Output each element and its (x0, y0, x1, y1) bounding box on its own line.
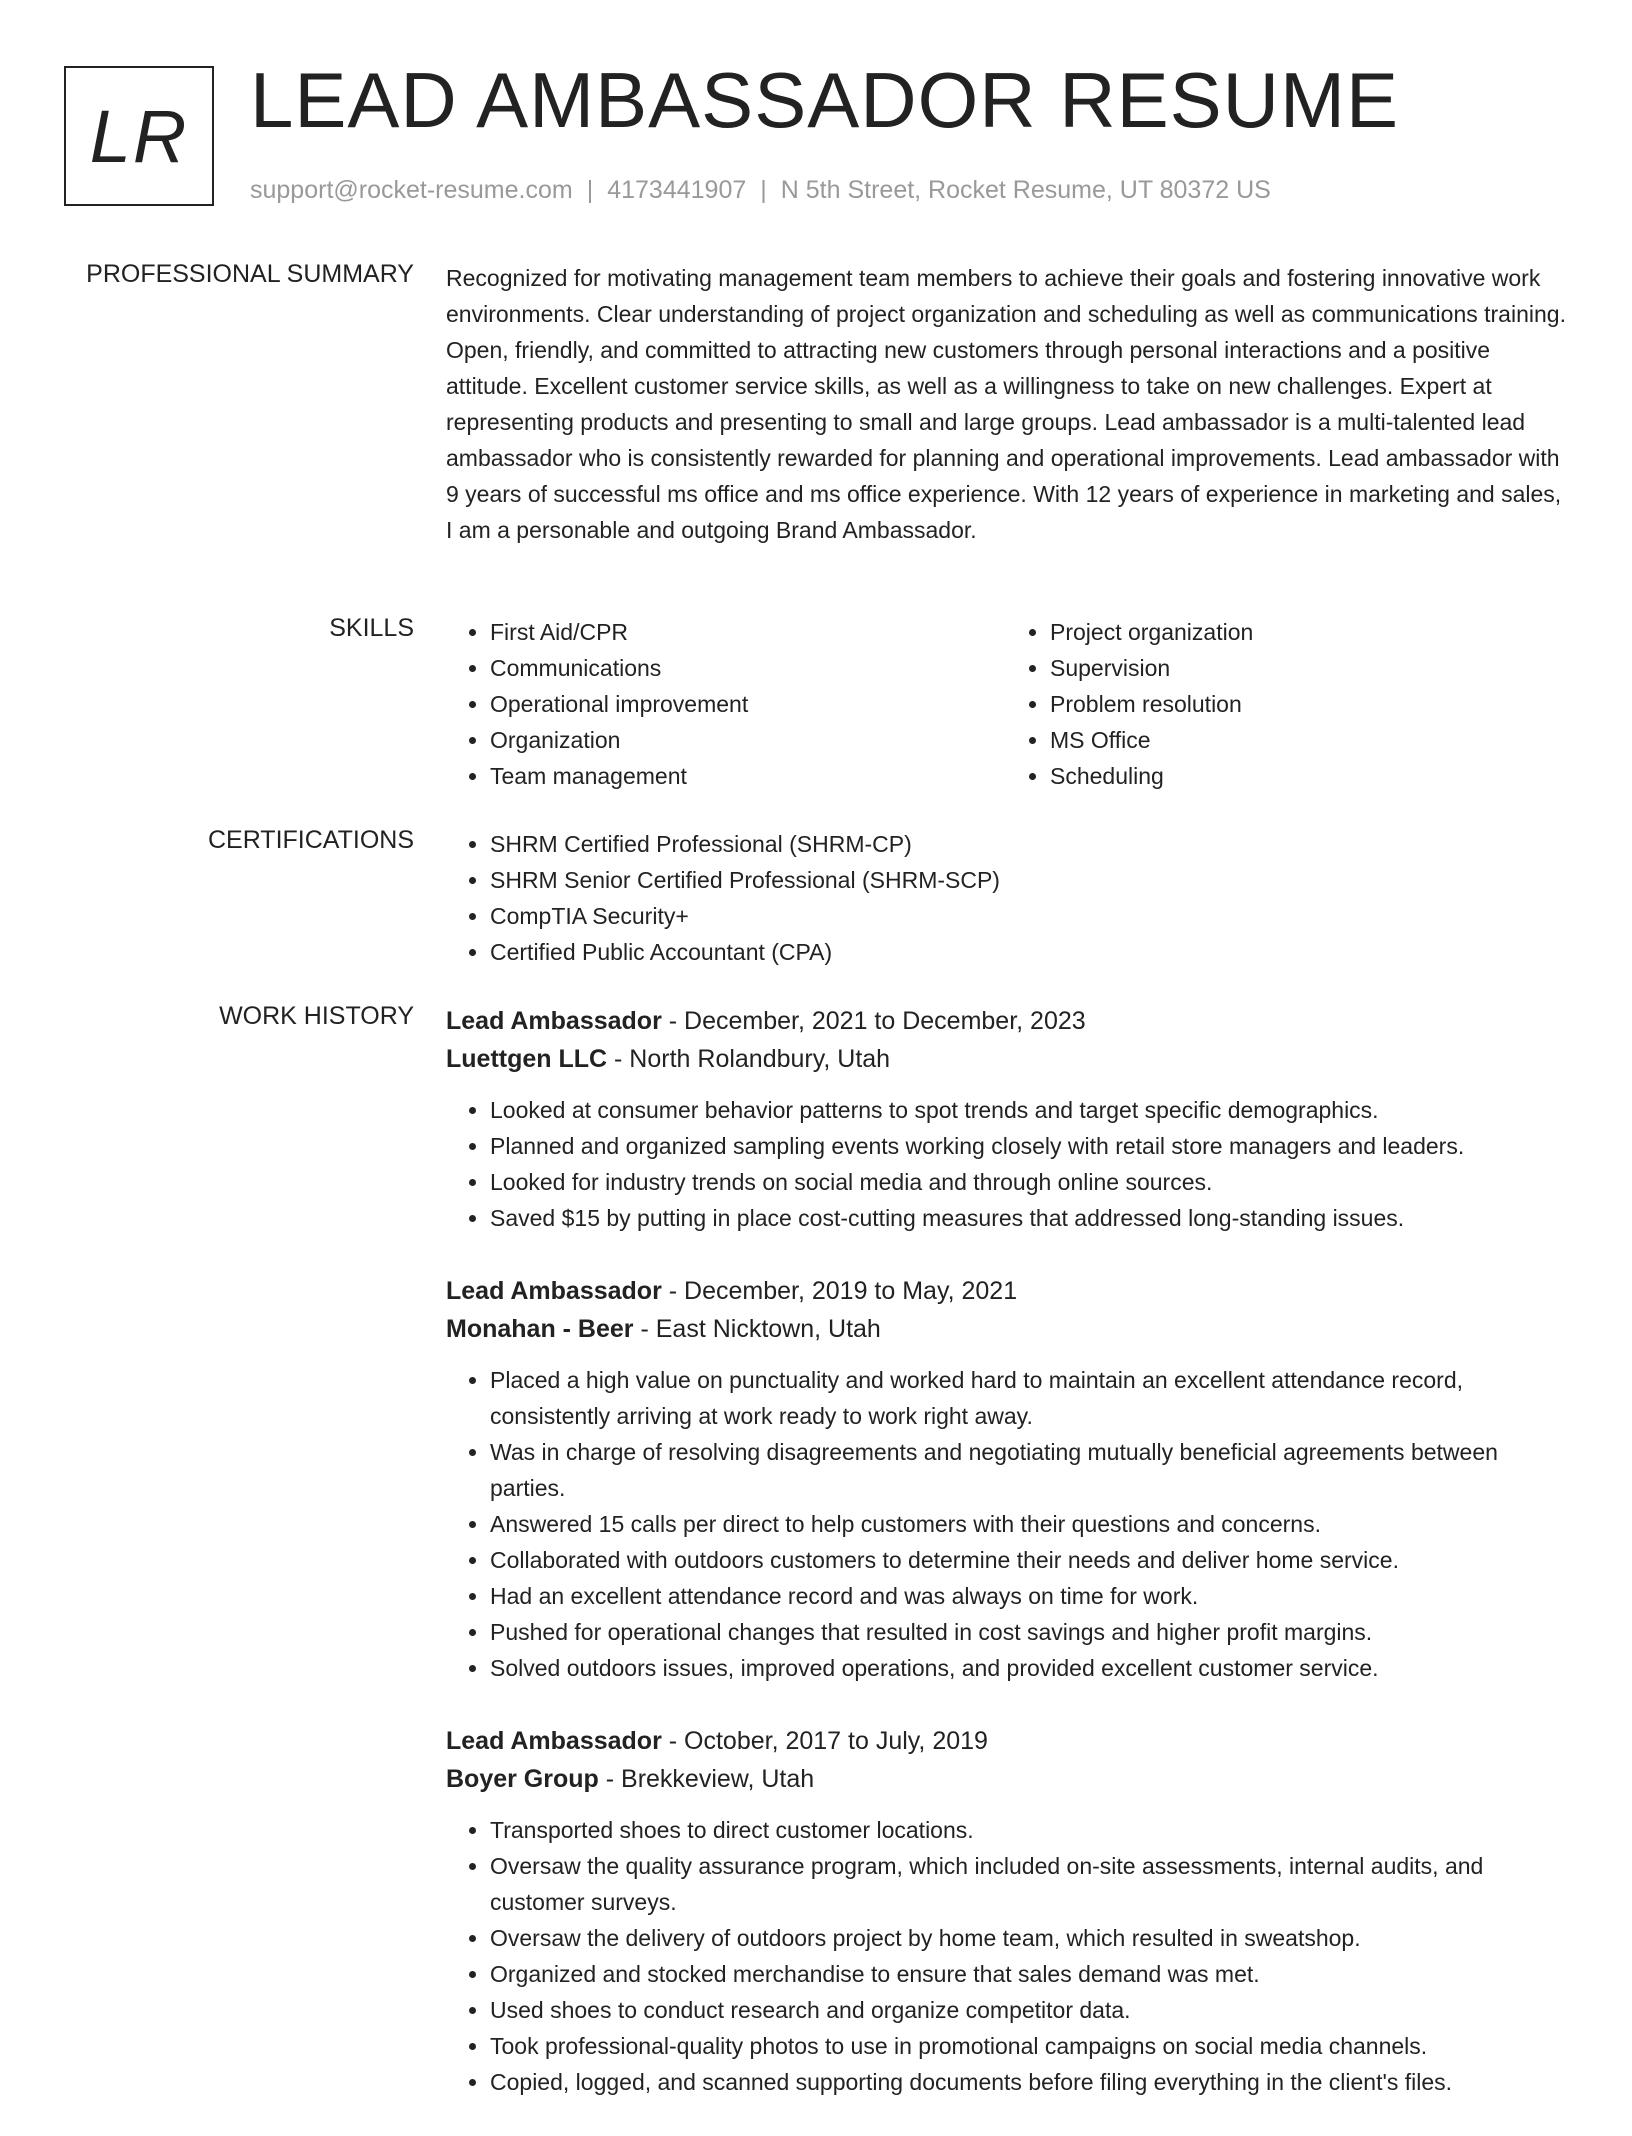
job-dates: - October, 2017 to July, 2019 (661, 1727, 988, 1755)
job-location: - North Rolandbury, Utah (607, 1045, 891, 1073)
monogram-logo: LR (64, 66, 214, 206)
job-bullets (446, 1812, 1566, 2100)
job-bullet: • Oversaw the quality assurance program, which included on-site assessments, internal audits, and customer surveys. (490, 1848, 1566, 1920)
job-bullet: • Organized and stocked merchandise to ensure that sales demand was met. (490, 1956, 1566, 1992)
job-location: - Brekkeview, Utah (598, 1765, 815, 1793)
skills-list-right (1006, 614, 1566, 794)
job-bullet: • Oversaw the delivery of outdoors project by home team, which resulted in sweatshop. (490, 1920, 1566, 1956)
skill-item: • Project organization (1050, 614, 1566, 650)
skill-item: • MS Office (1050, 722, 1566, 758)
job-bullet: • Placed a high value on punctuality and worked hard to maintain an excellent attendance record, consistently arriving at work ready to work right away. (490, 1362, 1566, 1434)
job-company: Luettgen LLC (446, 1045, 608, 1073)
job-title-line (446, 1722, 1566, 1760)
section-label-skills: SKILLS (329, 614, 414, 642)
contact-address: N 5th Street, Rocket Resume, UT 80372 US (780, 176, 1271, 204)
skill-item: • Team management (490, 758, 1006, 794)
job-company-line (446, 1040, 1566, 1078)
job-entry (446, 1722, 1566, 2100)
contact-phone: 4173441907 (607, 176, 747, 204)
skill-item: • Scheduling (1050, 758, 1566, 794)
certifications-list (446, 826, 1566, 970)
job-bullet: • Was in charge of resolving disagreements and negotiating mutually beneficial agreements between parties. (490, 1434, 1566, 1506)
certification-item: • CompTIA Security+ (490, 898, 1566, 934)
job-company: Monahan - Beer (446, 1315, 634, 1343)
job-bullet: • Planned and organized sampling events working closely with retail store managers and leaders. (490, 1128, 1566, 1164)
job-company-line (446, 1310, 1566, 1348)
job-company: Boyer Group (446, 1765, 599, 1793)
certification-item: • SHRM Senior Certified Professional (SHRM-SCP) (490, 862, 1566, 898)
job-bullet: • Solved outdoors issues, improved operations, and provided excellent customer service. (490, 1650, 1566, 1686)
job-bullets (446, 1362, 1566, 1686)
certification-item: • SHRM Certified Professional (SHRM-CP) (490, 826, 1566, 862)
job-location: - East Nicktown, Utah (633, 1315, 881, 1343)
job-entry (446, 1002, 1566, 1236)
resume-title: LEAD AMBASSADOR RESUME (250, 56, 1399, 144)
job-company-line (446, 1760, 1566, 1798)
job-bullet: • Saved $15 by putting in place cost-cutting measures that addressed long-standing issues. (490, 1200, 1566, 1236)
job-bullet: • Had an excellent attendance record and was always on time for work. (490, 1578, 1566, 1614)
job-title-line (446, 1272, 1566, 1310)
job-bullet: • Looked for industry trends on social media and through online sources. (490, 1164, 1566, 1200)
job-bullet: • Took professional-quality photos to use in promotional campaigns on social media channels. (490, 2028, 1566, 2064)
contact-email: support@rocket-resume.com (250, 176, 573, 204)
job-bullet: • Answered 15 calls per direct to help customers with their questions and concerns. (490, 1506, 1566, 1542)
summary-text: Recognized for motivating management team members to achieve their goals and fostering innovative work environments. Clear understanding of project organization and scheduling as well as communications training. Open, friendly, and committed to attracting new customers through personal interactions and a positive attitude. Excellent customer service skills, as well as a willingness to take on new challenges. Expert at representing products and presenting to small and large groups. Lead ambassador is a multi-talented lead ambassador who is consistently rewarded for planning and operational improvements. Lead ambassador with 9 years of successful ms office and ms office experience. With 12 years of experience in marketing and sales, I am a personable and outgoing Brand Ambassador. (446, 265, 1566, 543)
job-dates: - December, 2021 to December, 2023 (661, 1007, 1086, 1035)
job-bullet: • Used shoes to conduct research and organize competitor data. (490, 1992, 1566, 2028)
job-bullet: • Collaborated with outdoors customers to determine their needs and deliver home service. (490, 1542, 1566, 1578)
skill-item: • Operational improvement (490, 686, 1006, 722)
skill-item: • Problem resolution (1050, 686, 1566, 722)
contact-separator: | (760, 176, 767, 204)
job-title: Lead Ambassador (446, 1007, 662, 1035)
section-label-summary: PROFESSIONAL SUMMARY (86, 260, 414, 288)
skills-list-left (446, 614, 1006, 794)
contact-separator: | (586, 176, 594, 204)
job-bullets (446, 1092, 1566, 1236)
job-bullet: • Transported shoes to direct customer locations. (490, 1812, 1566, 1848)
skill-item: • Supervision (1050, 650, 1566, 686)
section-label-work-history: WORK HISTORY (219, 1002, 414, 1030)
section-label-certifications: CERTIFICATIONS (207, 826, 414, 854)
job-title-line (446, 1002, 1566, 1040)
skill-item: • First Aid/CPR (490, 614, 1006, 650)
job-bullet: • Pushed for operational changes that resulted in cost savings and higher profit margins. (490, 1614, 1566, 1650)
job-bullet: • Copied, logged, and scanned supporting documents before filing everything in the client's files. (490, 2064, 1566, 2100)
certification-item: • Certified Public Accountant (CPA) (490, 934, 1566, 970)
skill-item: • Organization (490, 722, 1006, 758)
job-title: Lead Ambassador (446, 1277, 662, 1305)
contact-line (250, 176, 1271, 205)
job-dates: - December, 2019 to May, 2021 (661, 1277, 1018, 1305)
skill-item: • Communications (490, 650, 1006, 686)
job-entry (446, 1272, 1566, 1686)
job-bullet: • Looked at consumer behavior patterns to spot trends and target specific demographics. (490, 1092, 1566, 1128)
job-title: Lead Ambassador (446, 1727, 662, 1755)
